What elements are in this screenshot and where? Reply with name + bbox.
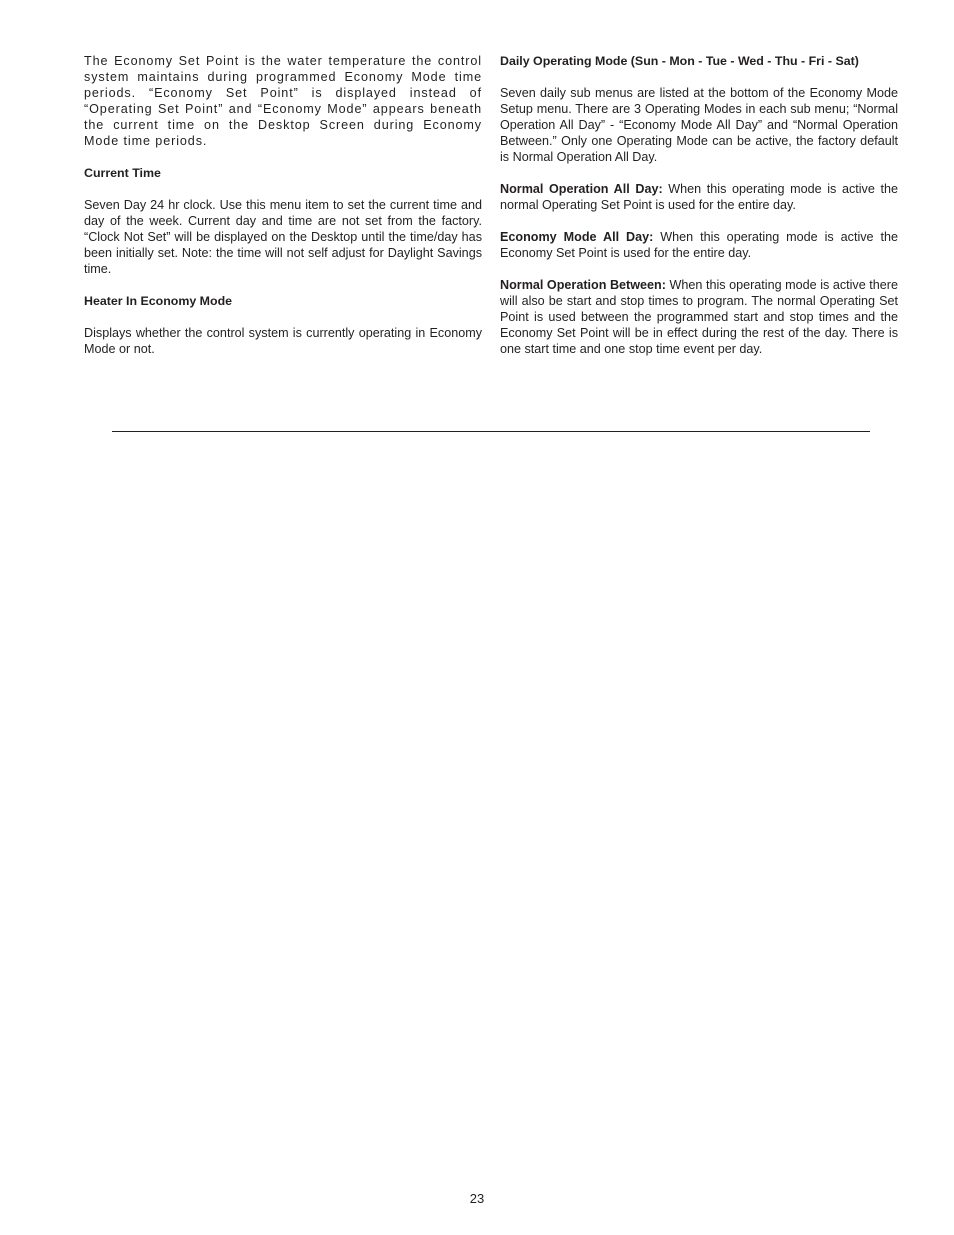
daily-operating-mode-paragraph: Seven daily sub menus are listed at the bottom of the Economy Mode Setup menu. There are 3 Operating Modes in each sub menu; “Normal Operation All Day” - “Economy Mode All Day” and “Normal Operation Between.” Only one Operating Mode can be active, the factory default is Normal Operation All Day. — [500, 86, 898, 164]
normal-operation-between-paragraph — [500, 277, 898, 357]
horizontal-divider — [112, 431, 870, 432]
economy-mode-all-day-term: Economy Mode All Day: — [500, 230, 654, 244]
left-column — [84, 53, 482, 357]
right-column — [500, 53, 898, 357]
current-time-paragraph: Seven Day 24 hr clock. Use this menu item to set the current time and day of the week. Current day and time are not set from the factory. “Clock Not Set” will be displayed on the Desktop until the time/day has been initially set. Note: the time will not self adjust for Daylight Savings time. — [84, 198, 482, 276]
current-time-heading: Current Time — [84, 166, 161, 180]
normal-operation-all-day-paragraph — [500, 181, 898, 213]
normal-operation-between-term: Normal Operation Between: — [500, 278, 666, 292]
economy-mode-all-day-paragraph — [500, 229, 898, 261]
economy-set-point-paragraph: The Economy Set Point is the water temperature the control system maintains during programmed Economy Mode time periods. “Economy Set Point” is displayed instead of “Operating Set Point” and “Economy Mode” appears beneath the current time on the Desktop Screen during Economy Mode time periods. — [84, 54, 482, 148]
page-number: 23 — [469, 1191, 485, 1206]
normal-operation-all-day-text: When this operating mode is active the normal Operating Set Point is used for the entire day. — [500, 182, 898, 212]
heater-in-economy-mode-paragraph: Displays whether the control system is currently operating in Economy Mode or not. — [84, 326, 482, 356]
normal-operation-between-text: When this operating mode is active there will also be start and stop times to program. The normal Operating Set Point is used between the programmed start and stop times and the Economy Set Point will be in effect during the rest of the day. There is one start time and one stop time event per day. — [500, 278, 898, 356]
economy-mode-all-day-text: When this operating mode is active the Economy Set Point is used for the entire day. — [500, 230, 899, 260]
heater-in-economy-mode-heading: Heater In Economy Mode — [84, 294, 233, 308]
normal-operation-all-day-term: Normal Operation All Day: — [500, 182, 663, 196]
daily-operating-mode-heading: Daily Operating Mode (Sun - Mon - Tue - Wed - Thu - Fri - Sat) — [500, 54, 859, 68]
